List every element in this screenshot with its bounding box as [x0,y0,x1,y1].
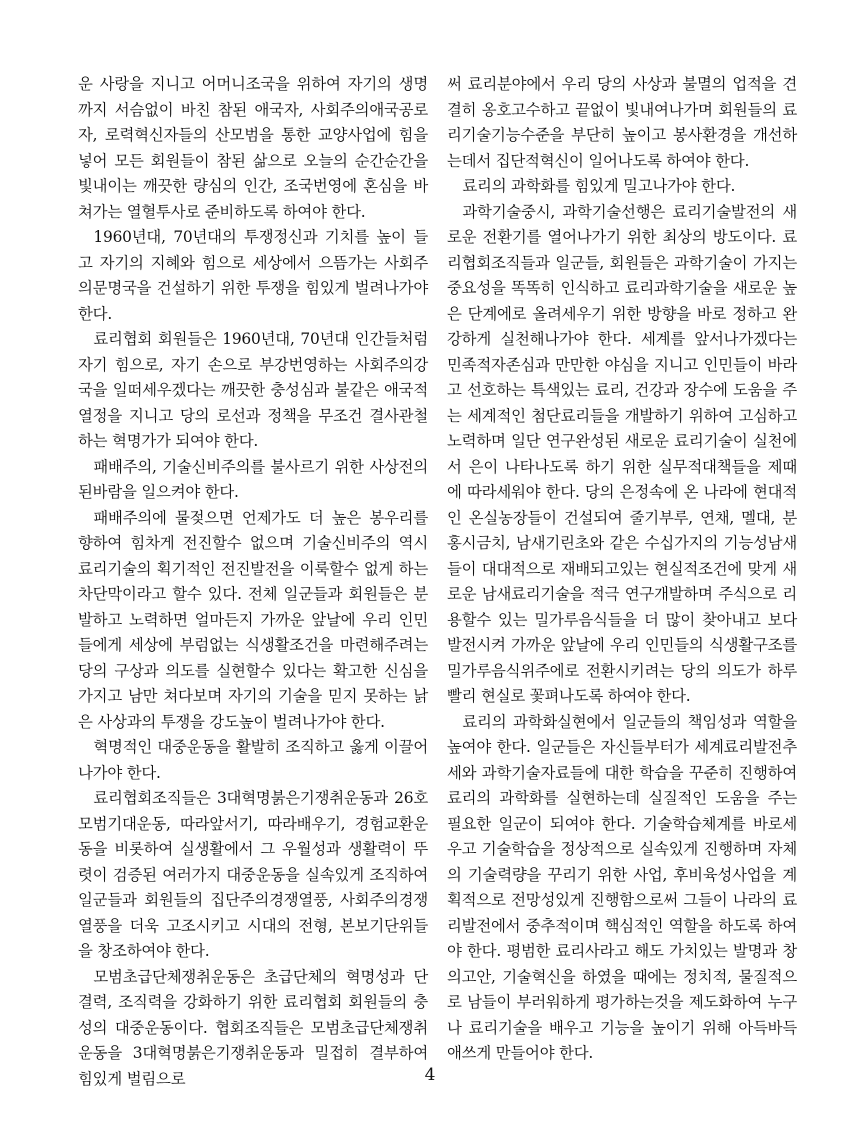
paragraph: 과학기술중시, 과학기술선행은 료리기술발전의 새로운 전환기를 열어나가기 위한 최상의 방도이다. 료리협회조직들과 일군들, 회원들은 과학기술이 가지는 중요성을 똑똑히 인식하고 료리과학기술을 새로운 높은 단계에로 올려세우기 위한 방향을 바로 정하고 완강하게 실천해나가야 한다. 세계를 앞서나가겠다는 민족적자존심과 만만한 야심을 지니고 인민들이 바라고 선호하는 특색있는 료리, 건강과 장수에 도움을 주는 세계적인 첨단료리들을 개발하기 위하여 고심하고 노력하며 일단 연구완성된 새로운 료리기술이 실천에서 은이 나타나도록 하기 위한 실무적대책들을 제때에 따라세워야 한다. 당의 은정속에 온 나라에 현대적인 온실농장들이 건설되여 줄기부루, 연채, 멜대, 분홍시금치, 남새기린초와 같은 수십가지의 기능성남새들이 대대적으로 재배되고있는 현실적조건에 맞게 새로운 남새료리기술을 적극 연구개발하며 주식으로 리용할수 있는 밀가루음식들을 더 많이 찾아내고 보다 발전시켜 가까운 앞날에 우리 인민들의 식생활구조를 밀가루음식위주에로 전환시키려는 당의 의도가 하루빨리 현실로 꽃펴나도록 하여야 한다. [447,202,797,705]
paragraph: 1960년대, 70년대의 투쟁정신과 기치를 높이 들고 자기의 지혜와 힘으로 세상에서 으뜸가는 사회주의문명국을 건설하기 위한 투쟁을 힘있게 벌려나가야 한다. [78,228,428,323]
paragraph: 운 사랑을 지니고 어머니조국을 위하여 자기의 생명까지 서슴없이 바친 참된 애국자, 사회주의애국공로자, 로력혁신자들의 산모범을 통한 교양사업에 힘을 넣어 모든 회원들이 참된 삶으로 오늘의 순간순간을 빛내이는 깨끗한 량심의 인간, 조국번영에 혼심을 바쳐가는 열혈투사로 준비하도록 하여야 한다. [78,75,428,221]
paragraph: 패배주의에 물젖으면 언제가도 더 높은 봉우리를 향하여 힘차게 전진할수 없으며 기술신비주의 역시 료리기술의 획기적인 전진발전을 이룩할수 없게 하는 차단막이라고 할수 있다. 전체 일군들과 회원들은 분발하고 노력하면 얼마든지 가까운 앞날에 우리 인민들에게 세상에 부럼없는 식생활조건을 마련해주려는 당의 구상과 의도를 실현할수 있다는 확고한 신심을 가지고 남만 쳐다보며 자기의 기술을 믿지 못하는 낡은 사상과의 투쟁을 강도높이 벌려나가야 한다. [78,508,428,731]
paragraph: 써 료리분야에서 우리 당의 사상과 불멸의 업적을 견결히 옹호고수하고 끝없이 빛내여나가며 회원들의 료리기술기능수준을 부단히 높이고 봉사환경을 개선하는데서 집단적혁신이 일어나도록 하여야 한다. [447,75,797,170]
left-column [78,72,428,1092]
paragraph: 료리협회조직들은 3대혁명붉은기쟁취운동과 26호모범기대운동, 따라앞서기, 따라배우기, 경험교환운동을 비롯하여 실생활에서 그 우월성과 생활력이 뚜렷이 검증된 여러가지 대중운동을 실속있게 조직하여 일군들과 회원들의 집단주의경쟁열풍, 사회주의경쟁열풍을 더욱 고조시키고 시대의 전형, 본보기단위들을 창조하여야 한다. [78,789,428,960]
paragraph: 모범초급단체쟁취운동은 초급단체의 혁명성과 단결력, 조직력을 강화하기 위한 료리협회 회원들의 충성의 대중운동이다. 협회조직들은 모범초급단체쟁취운동을 3대혁명붉은기쟁취운동과 밀접히 결부하여 힘있게 벌림으로 [78,967,428,1088]
paragraph: 혁명적인 대중운동을 활발히 조직하고 옳게 이끌어나가야 한다. [78,738,428,782]
paragraph: 료리협회 회원들은 1960년대, 70년대 인간들처럼 자기 힘으로, 자기 손으로 부강번영하는 사회주의강국을 일떠세우겠다는 깨끗한 충성심과 불같은 애국적열정을 지니고 당의 로선과 정책을 무조건 결사관철하는 혁명가가 되여야 한다. [78,330,428,450]
right-column [447,72,797,1067]
paragraph: 료리의 과학화실현에서 일군들의 책임성과 역할을 높여야 한다. 일군들은 자신들부터가 세계료리발전추세와 과학기술자료들에 대한 학습을 꾸준히 진행하여 료리의 과학화를 실현하는데 실질적인 도움을 주는 필요한 일군이 되여야 한다. 기술학습체계를 바로세우고 기술학습을 정상적으로 실속있게 진행하며 자체의 기술력량을 꾸리기 위한 사업, 후비육성사업을 계획적으로 전망성있게 진행함으로써 그들이 나라의 료리발전에서 중추적이며 핵심적인 역할을 하도록 하여야 한다. 평범한 료리사라고 해도 가치있는 발명과 창의고안, 기술혁신을 하였을 때에는 정치적, 물질적으로 남들이 부러워하게 평가하는것을 제도화하여 누구나 료리기술을 배우고 기능을 높이기 위해 아득바득 애쓰게 만들어야 한다. [447,712,797,1062]
page-number: 4 [424,1065,436,1085]
paragraph: 료리의 과학화를 힘있게 밀고나가야 한다. [462,177,736,195]
paragraph: 패배주의, 기술신비주의를 불사르기 위한 사상전의 된바람을 일으켜야 한다. [78,457,428,501]
